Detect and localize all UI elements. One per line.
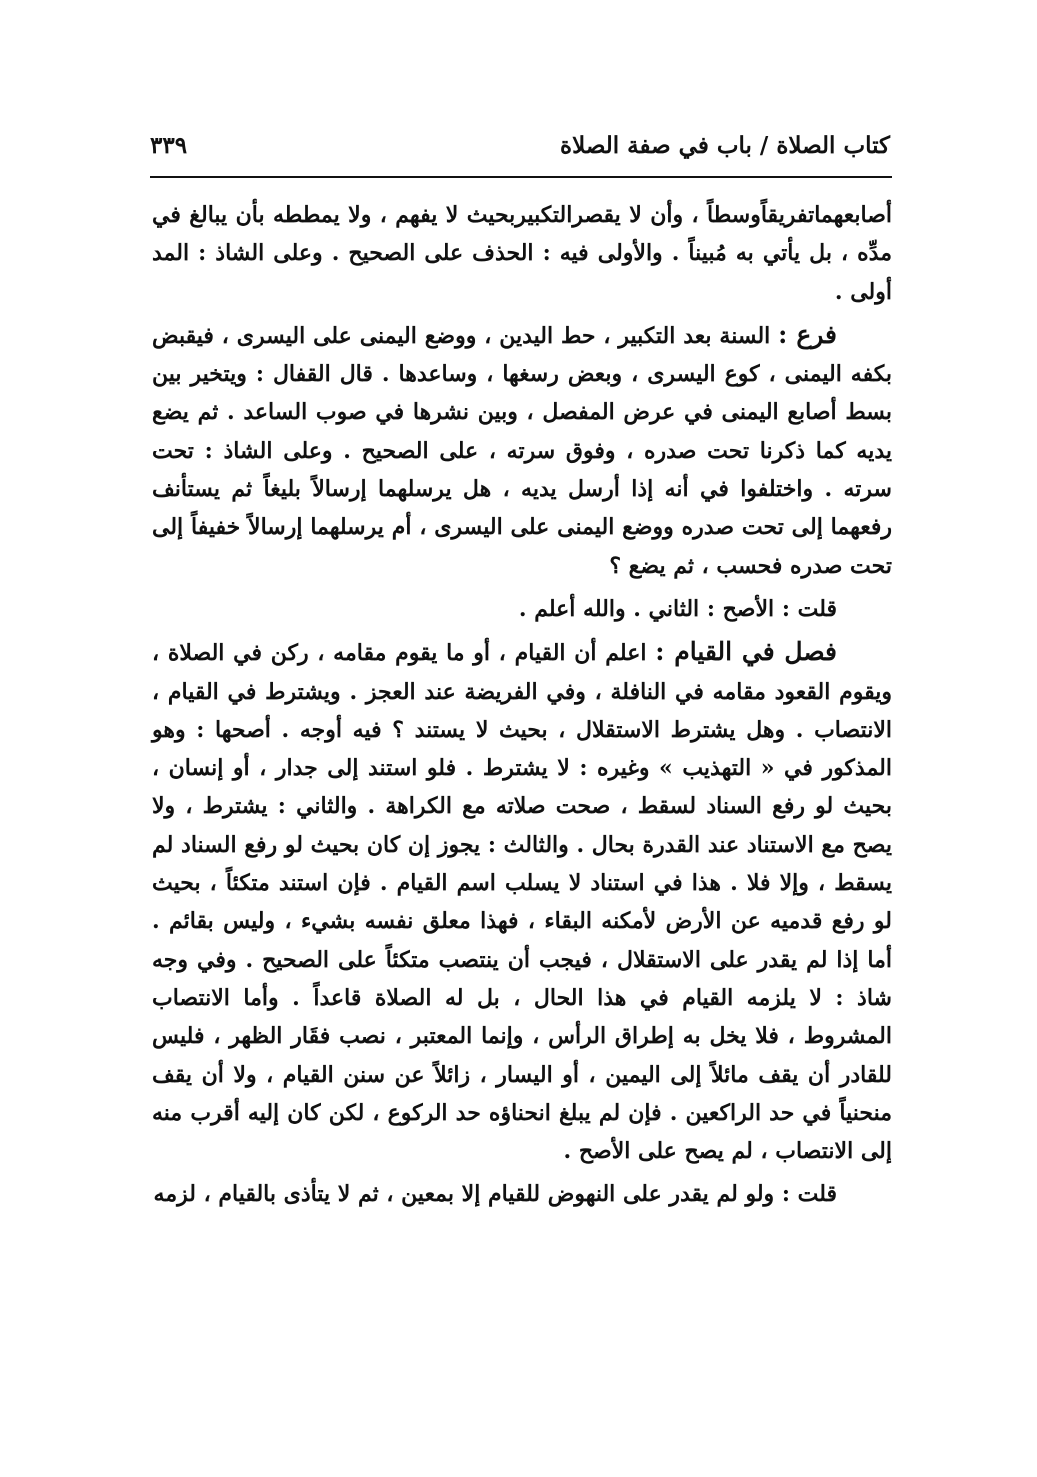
header-divider <box>150 176 892 178</box>
page-number: ٣٣٩ <box>150 132 188 159</box>
paragraph-continuation <box>152 196 892 311</box>
paragraph-heading: فصل في القيام : <box>655 637 837 667</box>
paragraph-far <box>152 316 892 585</box>
page-body <box>152 196 892 1219</box>
paragraph-heading: قلت : <box>781 595 837 622</box>
paragraph-text: أصابعهماتفريقاًوسطاً ، وأن لا يقصرالتكبيربحيث لا يفهم ، ولا يمططه بأن يبالغ في مدِّه ، بل يأتي به مُبيناً . والأولى فيه : الحذف على الصحيح . وعلى الشاذ : المد أولى . <box>152 202 892 305</box>
paragraph-qultu-final <box>152 1175 892 1213</box>
chapter-title: كتاب الصلاة / باب في صفة الصلاة <box>560 132 890 159</box>
paragraph-text: ولو لم يقدر على النهوض للقيام إلا بمعين ، ثم لا يتأذى بالقيام ، لزمه <box>153 1181 782 1208</box>
paragraph-heading: قلت : <box>781 1181 837 1208</box>
paragraph-text: اعلم أن القيام ، أو ما يقوم مقامه ، ركن في الصلاة ، ويقوم القعود مقامه في النافلة ، وفي الفريضة عند العجز . ويشترط في القيام ، الانتصاب . وهل يشترط الاستقلال ، بحيث لا يستند ؟ فيه أوجه . أصحها : وهو المذكور في « التهذيب » وغيره : لا يشترط . فلو استند إلى جدار ، أو إنسان ، بحيث لو رفع السناد لسقط ، صحت صلاته مع الكراهة . والثاني : يشترط ، ولا يصح مع الاستناد عند القدرة بحال . والثالث : يجوز إن كان بحيث لو رفع السناد لم يسقط ، وإلا فلا . هذا في استناد لا يسلب اسم القيام . فإن استند متكئاً ، بحيث لو رفع قدميه عن الأرض لأمكنه البقاء ، فهذا معلق نفسه بشيء ، وليس بقائم . أما إذا لم يقدر على الاستقلال ، فيجب أن ينتصب متكئاً على الصحيح . وفي وجه شاذ : لا يلزمه القيام في هذا الحال ، بل له الصلاة قاعداً . وأما الانتصاب المشروط ، فلا يخل به إطراق الرأس ، وإنما المعتبر ، نصب فقَار الظهر ، فليس للقادر أن يقف مائلاً إلى اليمين ، أو اليسار ، زائلاً عن سنن القيام ، ولا أن يقف منحنياً في حد الراكعين . فإن لم يبلغ انحناؤه حد الركوع ، لكن كان إليه أقرب منه إلى الانتصاب ، لم يصح على الأصح . <box>152 640 893 1165</box>
paragraph-text: الأصح : الثاني . والله أعلم . <box>518 595 782 622</box>
paragraph-fasl-qiyam <box>152 633 892 1170</box>
running-header <box>150 128 890 168</box>
paragraph-heading: فرع : <box>778 319 837 349</box>
paragraph-text: السنة بعد التكبير ، حط اليدين ، ووضع اليمنى على اليسرى ، فيقبض بكفه اليمنى ، كوع اليسرى ، وبعض رسغها ، وساعدها . قال القفال : ويتخير بين بسط أصابع اليمنى في عرض المفصل ، وبين نشرها في صوب الساعد . ثم يضع يديه كما ذكرنا تحت صدره ، وفوق سرته ، على الصحيح . وعلى الشاذ : تحت سرته . واختلفوا في أنه إذا أرسل يديه ، هل يرسلهما إرسالاً بليغاً ثم يستأنف رفعهما إلى تحت صدره ووضع اليمنى على اليسرى ، أم يرسلهما إرسالاً خفيفاً إلى تحت صدره فحسب ، ثم يضع ؟ <box>152 322 892 579</box>
paragraph-qultu <box>152 590 892 628</box>
